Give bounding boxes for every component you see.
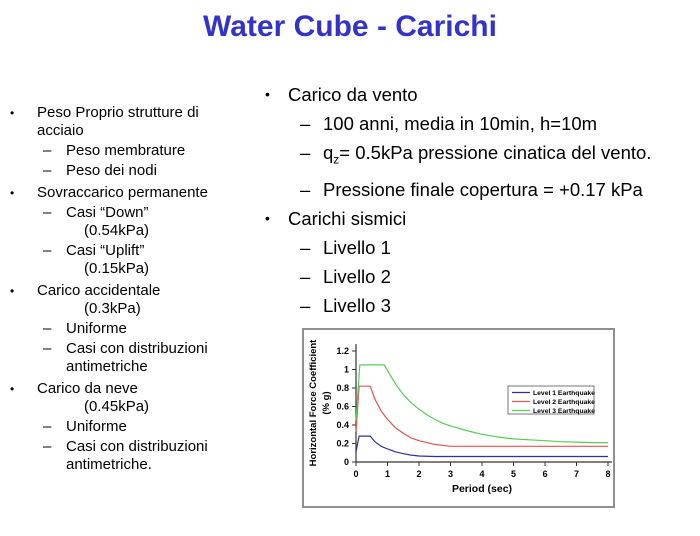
bullet-item [0,104,256,140]
sub-bullet-item [0,162,256,180]
x-tick-label: 2 [416,469,422,479]
value-line: (0.3kPa) [84,300,141,317]
bullet-text: Carichi sismici [288,207,407,229]
bullet-text: Casi con distribuzioni antimetriche. [66,438,208,473]
chart-canvas [304,330,613,506]
sub-bullet-item [255,109,700,138]
sub-bullet-item [255,233,700,262]
bullet-item [0,184,256,202]
sub-bullet-item [255,138,700,175]
sub-bullet-item [255,175,700,204]
bullet-text: Livello 1 [323,236,391,258]
bullet-text: Uniforme [66,418,127,435]
dash-icon: – [300,178,311,200]
bullet-text: Carico da neve [37,380,138,397]
dash-icon: – [43,340,52,357]
bullet-text: Peso Proprio strutture di acciaio [37,104,199,139]
bullet-text: 100 anni, media in 10min, h=10m [323,113,598,134]
x-tick-label: 3 [447,469,454,479]
bullet-text: Casi con distribuzioni antimetriche [66,340,208,375]
bullet-text: Casi “Uplift” [66,242,145,259]
sub-bullet-item [255,262,700,291]
value-line: (0.54kPa) [84,222,150,239]
sub-bullet-item [255,291,700,320]
bullet-item [255,204,700,233]
bullet-text: Uniforme [66,320,127,337]
sub-bullet-item [0,418,256,436]
dash-icon: – [300,113,311,134]
bullet-item [255,80,700,109]
bullet-text: Carico da vento [288,84,418,105]
bullet-icon: • [265,86,270,102]
bullet-text: Peso dei nodi [66,162,157,179]
bullet-icon: • [10,382,15,396]
dash-icon: – [300,236,311,258]
x-tick-label: 8 [605,469,611,479]
dash-icon: – [43,418,52,435]
x-tick-label: 1 [384,469,391,479]
y-axis-title-units: (% g) [321,391,332,415]
bullet-text: Livello 2 [323,265,391,287]
dash-icon: – [43,162,52,179]
y-tick-label: 1.2 [336,346,349,357]
x-tick-label: 0 [353,469,359,479]
bullet-text: Casi “Down” [66,204,149,221]
y-axis-title: Horizontal Force Coefficient [308,339,319,467]
left-bullet-list [0,104,256,474]
legend-entry-label: Level 2 Earthquake [533,398,595,406]
bullet-text: Carico accidentale [37,282,161,299]
bullet-icon: • [10,106,15,120]
sub-bullet-item [0,438,256,474]
x-tick-label: 5 [510,469,517,479]
bullet-text: Peso membrature [66,142,186,159]
dash-icon: – [43,242,52,259]
dash-icon: – [300,265,311,287]
x-tick-label: 6 [542,469,548,479]
bullet-icon: • [10,284,15,298]
bullet-text: Pressione finale copertura = +0.17 kPa [323,178,643,200]
sub-bullet-item [0,204,256,240]
y-tick-label: 0.4 [336,420,349,431]
y-tick-label: 1 [343,364,349,375]
dash-icon: – [43,204,52,221]
value-line: (0.45kPa) [84,398,150,415]
bullet-icon: • [265,209,270,226]
sub-bullet-item [0,242,256,278]
dash-icon: – [43,438,52,455]
x-tick-label: 7 [573,469,580,479]
sub-bullet-item [0,320,256,338]
value-line: (0.15kPa) [84,260,150,277]
bullet-text: Livello 3 [323,294,391,316]
dash-icon: – [300,294,311,316]
x-tick-label: 4 [479,469,485,479]
dash-icon: – [43,142,52,159]
seismic-spectrum-chart [302,328,615,508]
bullet-icon: • [10,186,15,200]
legend-entry-label: Level 3 Earthquake [533,407,595,415]
dash-icon: – [43,320,52,337]
y-tick-label: 0.2 [336,438,349,449]
bullet-text: $q_z= 0.5kPa$ pressione cinatica del vento. [323,142,652,167]
y-tick-label: 0 [343,457,349,468]
page-title: Water Cube - Carichi [203,10,497,43]
sub-bullet-item [0,340,256,376]
sub-bullet-item [0,142,256,160]
subscript: z [333,152,340,167]
dash-icon: – [300,142,311,163]
legend-entry-label: Level 1 Earthquake [533,389,595,397]
y-tick-label: 0.8 [336,383,349,394]
x-axis-title: Period (sec) [451,483,513,495]
bullet-item [0,380,256,416]
bullet-item [0,282,256,318]
right-bullet-list [255,80,700,320]
bullet-text: Sovraccarico permanente [37,184,208,201]
y-tick-label: 0.6 [336,401,349,412]
